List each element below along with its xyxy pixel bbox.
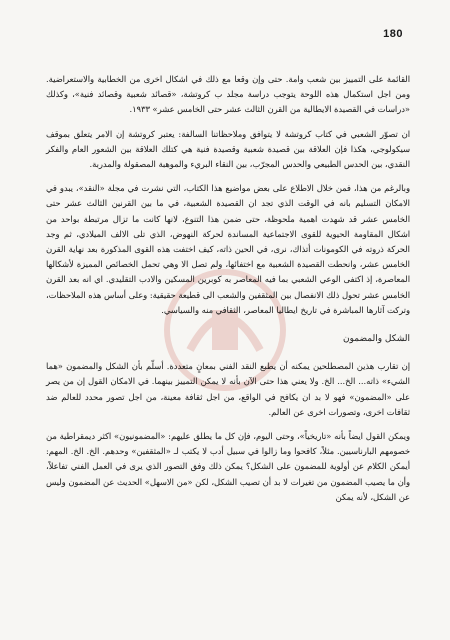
page-number: 180 [383,28,403,40]
paragraph-1: القائمة على التمييز بين شعب وامة. حتى وإن وقعا مع ذلك في اشكال اخرى من الخطابية والاستعراضية. ومن اجل استكمال هذه اللوحة يتوجب دراسة مجلد ب كروتشة، «قصائد شعبية وقصائد فنية»، وكذلك «دراسات في القصيدة الايطالية من القرن الثالث عشر حتى الخامس عشر» ١٩٣٣. [46,74,410,115]
paragraph-4: إن تقارب هذين المصطلحين يمكنه أن يطبع النقد الفني بمعانٍ متعددة. أسلّم بأن الشكل والمضمون «هما الشيء» ذاته... الخ... الخ. ولا يعني هذا حتى الآن بأنه لا يمكن التمييز بينهما. في الامكان القول إن من يصر على «المضمون» فهو لا بد ان يكافح في الواقع، من اجل ثقافة معينة، من اجل تصور محدد للعالم ضد ثقافات اخرى، وتصورات اخرى عن العالم. [46,361,410,417]
paragraph-2: ان تصوّر الشعبي في كتاب كروتشة لا يتوافق وملاحظاتنا السالفة: يعتبر كروتشة إن الامر يتعلق بموقف سيكولوجي، هكذا فإن العلاقة بين قصيدة شعبية وقصيدة فنية هي كتلك العلاقة بين الشعور العام والفكر النقدي، بين الحدس الطبيعي والحدس المجرّب، بين النقاء البريء والموهبة المصقولة والمدربة. [46,128,410,170]
document-body [46,72,410,640]
paragraph-3: وبالرغم من هذا، فمن خلال الاطلاع على بعض مواضيع هذا الكتاب، التي نشرت في مجلة «النقد»، يبدو في الامكان التسليم بانه في الوقت الذي تجد ان القصيدة الشعبية، في ما بين القرنين الثالث عشر حتى الخامس عشر قد شهدت اهمية ملحوظة، حتى ضمن هذا التنوع، لانها كانت ما تزال مرتبطة بواحد من اشكال المقاومة الحيوية للقوى الاجتماعية المساندة لحركة النهوض، الذي تلى الالف الميلادي، ثم وجد الحركة ذروته في الكومونات أتذاك، نرى، في الحين ذاته، كيف اختفت هذه القوى المذكورة بعد نهاية القرن الخامس عشر، وانحطت القصيدة الشعبية مع اختفائها، ولم تصل الا وهي تحمل الخصائص المميزة لأشكالها المعاصرة، إذ اكتفى الوعي الشعبي بما فيه المعاصر به كوبرين المسكين والادب التقليدي. اي انه بعد القرن الخامس عشر تحول ذلك الانفصال بين المثقفين والشعب الى قطيعة حقيقية: وعلى أساس هذه الملاحظات، وتركت آثارها المباشرة في تاريخ ايطاليا المعاصر، الثقافي منه والسياسي. [46,183,410,315]
section-heading: الشكل والمضمون [343,334,410,345]
paragraph-5: ويمكن القول ايضاً بأنه «تاريخياً»، وحتى اليوم، فإن كل ما يطلق عليهم: «المضمونيون» اكثر ديمقراطية من خصومهم البارناسيين. مثلاً، كافحوا وما زالوا في سبيل أدب لا يكتب لـ «المثقفين» وحدهم. الخ. الخ. المهم: أيمكن الكلام عن أولوية للمضمون على الشكل؟ يمكن ذلك وفق التصور الذي يرى في العمل الفني تفاعلاً، وأن ما يصيب المضمون من تغيرات لا بد أن تصيب الشكل، لكن «من الاسهل» الحديث عن المضمون وليس عن الشكل، لأنه يمكن [46,431,410,502]
